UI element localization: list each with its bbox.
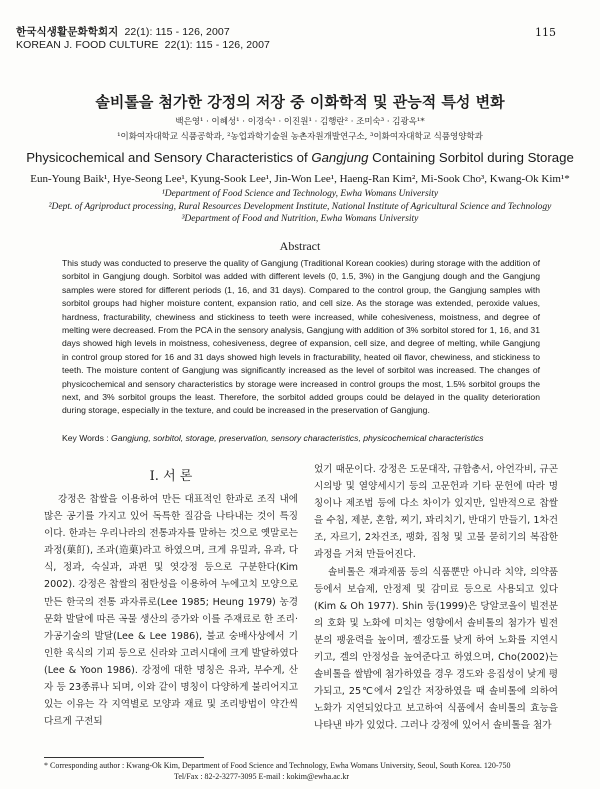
footnote-line-1: * Corresponding author : Kwang-Ok Kim, Department of Food Science and Technology, Ewha Womans University, Seoul, South Korea. 120-750 <box>44 761 511 770</box>
title-english-italic: Gangjung <box>311 150 369 165</box>
keywords <box>62 433 540 443</box>
footnote-line-2: Tel/Fax : 82-2-3277-3095 E-mail : kokim@ewha.ac.kr <box>174 772 349 781</box>
affiliation-english-3: ³Department of Food and Nutrition, Ewha Womans University <box>181 214 419 224</box>
right-paragraph-2: 솔비톨은 재과제품 등의 식품뿐만 아니라 치약, 의약품등에서 보습제, 안정제 및 감미료 등으로 사용되고 있다(Kim & Oh 1977). Shin 등(1999)은 당알코올이 빌전분의 호화 및 노화에 미치는 영향에서 솔비톨의 첨가가 빌전분의 팽윤력을 높이며, 젤강도를 낮게 하여 노화를 지연시키고, 겔의 안정성을 높여준다고 하였으며, Cho(2002)는 솔비톨을 쌀밥에 첨가하였을 경우 경도와 응집성이 낮게 평가되고, 25℃에서 2일간 저장하였을 때 솔비톨에 의하여 노화가 지연되었다고 보고하여 식품에서 솔비톨의 효능을 나타낸 바가 있었다. 그러나 강정에 있어서 솔비톨을 첨가 <box>314 566 558 732</box>
authors-korean: 백은영¹ · 이혜성¹ · 이경숙¹ · 이진원¹ · 김행란² · 조미숙³ · 김광옥¹* <box>175 117 425 127</box>
journal-header <box>16 26 270 52</box>
journal-volume-en: 22(1): 115 - 126, 2007 <box>164 39 270 51</box>
keywords-text: Gangjung, sorbitol, storage, preservation, sensory characteristics, physicochemical characteristics <box>111 433 484 443</box>
journal-line-en <box>16 39 270 52</box>
journal-line-kr <box>16 26 270 39</box>
section-title-introduction: I. 서 론 <box>149 469 193 484</box>
affiliation-english-1: ¹Department of Food Science and Technology, Ewha Womans University <box>161 189 439 199</box>
footnote-rule <box>44 757 204 758</box>
journal-name-kr: 한국식생활문화학회지 <box>16 26 119 38</box>
right-column <box>314 461 558 735</box>
authors-english: Eun-Young Baik¹, Hye-Seong Lee¹, Kyung-Sook Lee¹, Jin-Won Lee¹, Haeng-Ran Kim², Mi-Sook Cho³, Kwang-Ok Kim¹* <box>30 173 570 185</box>
keywords-label: Key Words : <box>62 433 109 443</box>
right-paragraph-1: 었기 때문이다. 강정은 도문대작, 규합총서, 아언각비, 규곤시의방 및 열양세시기 등의 고문헌과 기타 문헌에 따라 명칭이나 제조법 등에 다소 차이가 있지만, 일반적으로 찹쌀을 수침, 제분, 혼합, 찌기, 꽈리치기, 반대기 만들기, 1차건조, 자르기, 2차건조, 팽화, 집청 및 고물 묻히기의 복잡한 과정을 거쳐 만들어진다. <box>314 464 558 561</box>
footnote <box>44 760 511 782</box>
title-english-post: Containing Sorbitol during Storage <box>368 150 574 165</box>
title-english-pre: Physicochemical and Sensory Characteristics of <box>26 150 312 165</box>
left-column <box>44 491 298 730</box>
title-english <box>0 150 600 165</box>
left-paragraph-1: 강정은 찹쌀을 이용하여 만든 대표적인 한과로 조직 내에 많은 공기를 가지고 있어 독특한 질감을 나타내는 것이 특징이다. 한과는 우리나라의 전통과자를 말하는 것으로 옛말로는 과정(菓飣), 조과(造菓)라고 하였으며, 크게 유밀과, 유과, 다식, 정과, 숙실과, 과편 및 엿강정 등으로 구분한다(Kim 2002). 강정은 찹쌀의 점탄성을 이용하여 누에고치 모양으로 만든 한국의 전통 과자류로(Lee 1985; Heung 1979) 농경문화 발달에 따른 곡물 생산의 증가와 이를 주재료로 한 조리·가공기술의 발달(Lee & Lee 1986), 불교 숭배사상에서 기인한 육식의 기피 등으로 신라와 고려시대에 크게 발달하였다(Lee & Yoon 1986). 강정에 대한 명칭은 유과, 부수게, 산자 등 23종류나 되며, 이와 같이 명칭이 다양하게 불리어지고 있는 이유는 각 지역별로 모양과 재료 및 조리방법이 약간씩 다르게 구전되 <box>44 494 298 728</box>
journal-name-en: KOREAN J. FOOD CULTURE <box>16 39 159 51</box>
page-number: 115 <box>535 26 556 39</box>
title-korean: 솔비톨을 첨가한 강정의 저장 중 이화학적 및 관능적 특성 변화 <box>95 93 505 111</box>
journal-volume-kr: 22(1): 115 - 126, 2007 <box>124 26 230 38</box>
abstract-body: This study was conducted to preserve the quality of Gangjung (Traditional Korean cookies) during storage with the addition of sorbitol in Gangjung dough. Sorbitol was added with different levels (0, 1.5, 3%) in the Gangjung dough and the Gangjung samples were stored for different periods (1, 16, and 31 days). Compared to the control group, the Gangjung samples with sorbitol groups had higher moisture content, expansion ratio, and cell size. As the storage was extended, peroxide values, hardness, fracturability, chewiness and stickiness to teeth were increased, while cohesiveness, moistness, and degree of melting were decreased. From the PCA in the sensory analysis, Gangjung with addition of 3% sorbitol stored for 1, 16, and 31 days showed high levels in moistness, cohesiveness, degree of expansion, cell size, and degree of melting, while Gangjung in control group stored for 16 and 31 days showed high levels in fracturability, heated oil flavor, chewiness, and stickiness to teeth. The moisture content of Gangjung was significantly increased as the level of sorbitol was increased. The changes of physicochemical and sensory characteristics by storage were increased in control groups the most, 1.5% sorbitol groups the next, and 3% sorbitol groups the least. Therefore, the sorbitol added groups could be delayed in the quality deterioration during storage, especially in the texture, and could be increased in the preservation of Gangjung. <box>62 258 540 416</box>
abstract-heading: Abstract <box>279 239 321 253</box>
affiliations-korean: ¹이화여자대학교 식품공학과, ²농업과학기술원 농촌자원개발연구소, ³이화여자대학교 식품영양학과 <box>117 132 483 142</box>
affiliation-english-2: ²Dept. of Agriproduct processing, Rural Resources Development Institute, National Institute of Agricultural Science and Technology <box>48 202 552 212</box>
